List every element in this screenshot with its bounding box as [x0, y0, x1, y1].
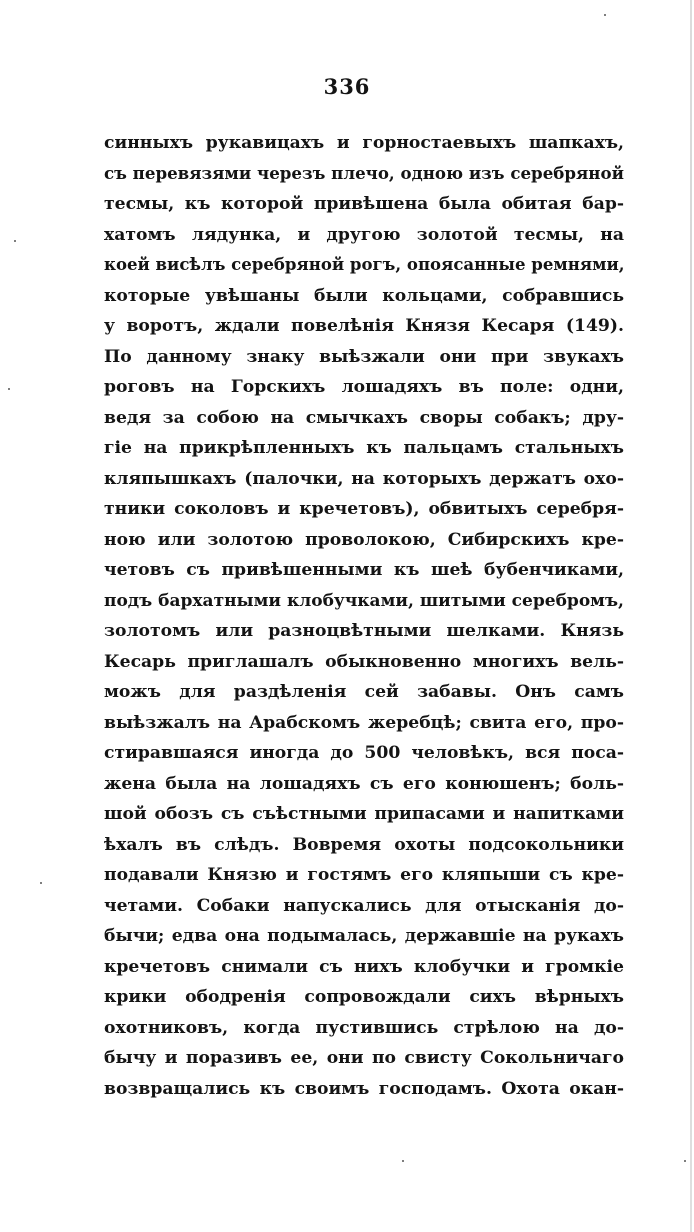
text-line: хатомъ лядунка, и другою золотой тесмы, на [104, 224, 624, 245]
scan-speck [604, 14, 606, 16]
text-line: бычи; едва она подымалась, державшіе на рукахъ [104, 926, 624, 946]
text-line: можъ для раздѣленія сей забавы. Онъ самъ [104, 682, 624, 702]
text-line: По данному знаку выѣзжали они при звукахъ [104, 346, 624, 367]
text-line: подавали Князю и гостямъ его кляпыши съ кре- [104, 865, 624, 885]
page-edge-shadow [690, 0, 692, 1232]
text-line: синныхъ рукавицахъ и горностаевыхъ шапкахъ, [104, 133, 624, 153]
text-line: гіе на прикрѣпленныхъ къ пальцамъ стальныхъ [104, 438, 624, 458]
text-line: охотниковъ, когда пустившись стрѣлою на до- [104, 1017, 624, 1038]
text-line: крики ободренія сопровождали сихъ вѣрныхъ [104, 987, 624, 1007]
text-line: возвращались къ своимъ господамъ. Охота окан- [104, 1078, 624, 1099]
scan-speck [684, 1160, 686, 1162]
text-line: у воротъ, ждали повелѣнія Князя Кесаря (149). [104, 316, 624, 336]
text-line: бычу и поразивъ ее, они по свисту Сокольничаго [104, 1048, 624, 1068]
text-line: подъ бархатными клобучками, шитыми серебромъ, [104, 590, 624, 611]
body-text [104, 128, 624, 1104]
text-line: ною или золотою проволокою, Сибирскихъ кре- [104, 529, 624, 550]
text-line: которые увѣшаны были кольцами, собравшись [104, 285, 624, 306]
text-line: ведя за собою на смычкахъ своры собакъ; дру- [104, 407, 624, 428]
text-line: коей висѣлъ серебряной рогъ, опоясанные ремнями, [104, 255, 625, 275]
text-line: золотомъ или разноцвѣтными шелками. Князь [104, 621, 624, 641]
text-line: четами. Собаки напускались для отысканія до- [104, 895, 624, 916]
text-line: кречетовъ снимали съ нихъ клобучки и громкіе [104, 956, 624, 977]
page-number: 336 [323, 74, 371, 99]
text-line: тесмы, къ которой привѣшена была обитая бар- [104, 194, 624, 214]
text-line: кляпышкахъ (палочки, на которыхъ держатъ охо- [104, 468, 624, 489]
text-line: Кесарь приглашалъ обыкновенно многихъ вель- [104, 651, 624, 672]
text-line: выѣзжалъ на Арабскомъ жеребцѣ; свита его, про- [104, 712, 624, 733]
text-line: стиравшаяся иногда до 500 человѣкъ, вся поса- [104, 743, 624, 763]
text-line: жена была на лошадяхъ съ его конюшенъ; боль- [104, 773, 624, 794]
text-line: шой обозъ съ съѣстными припасами и напитками [104, 804, 624, 824]
scan-speck [14, 240, 16, 242]
scan-speck [402, 1160, 404, 1162]
text-line: четовъ съ привѣшенными къ шеѣ бубенчиками, [104, 560, 624, 580]
text-line: съ перевязями черезъ плечо, одною изъ серебряной [104, 163, 624, 184]
text-line: роговъ на Горскихъ лошадяхъ въ поле: одни, [104, 377, 624, 397]
scan-speck [8, 388, 10, 390]
text-line: тники соколовъ и кречетовъ), обвитыхъ серебря- [104, 499, 624, 519]
scan-speck [40, 882, 42, 884]
text-line: ѣхалъ въ слѣдъ. Вовремя охоты подсокольники [104, 834, 624, 855]
